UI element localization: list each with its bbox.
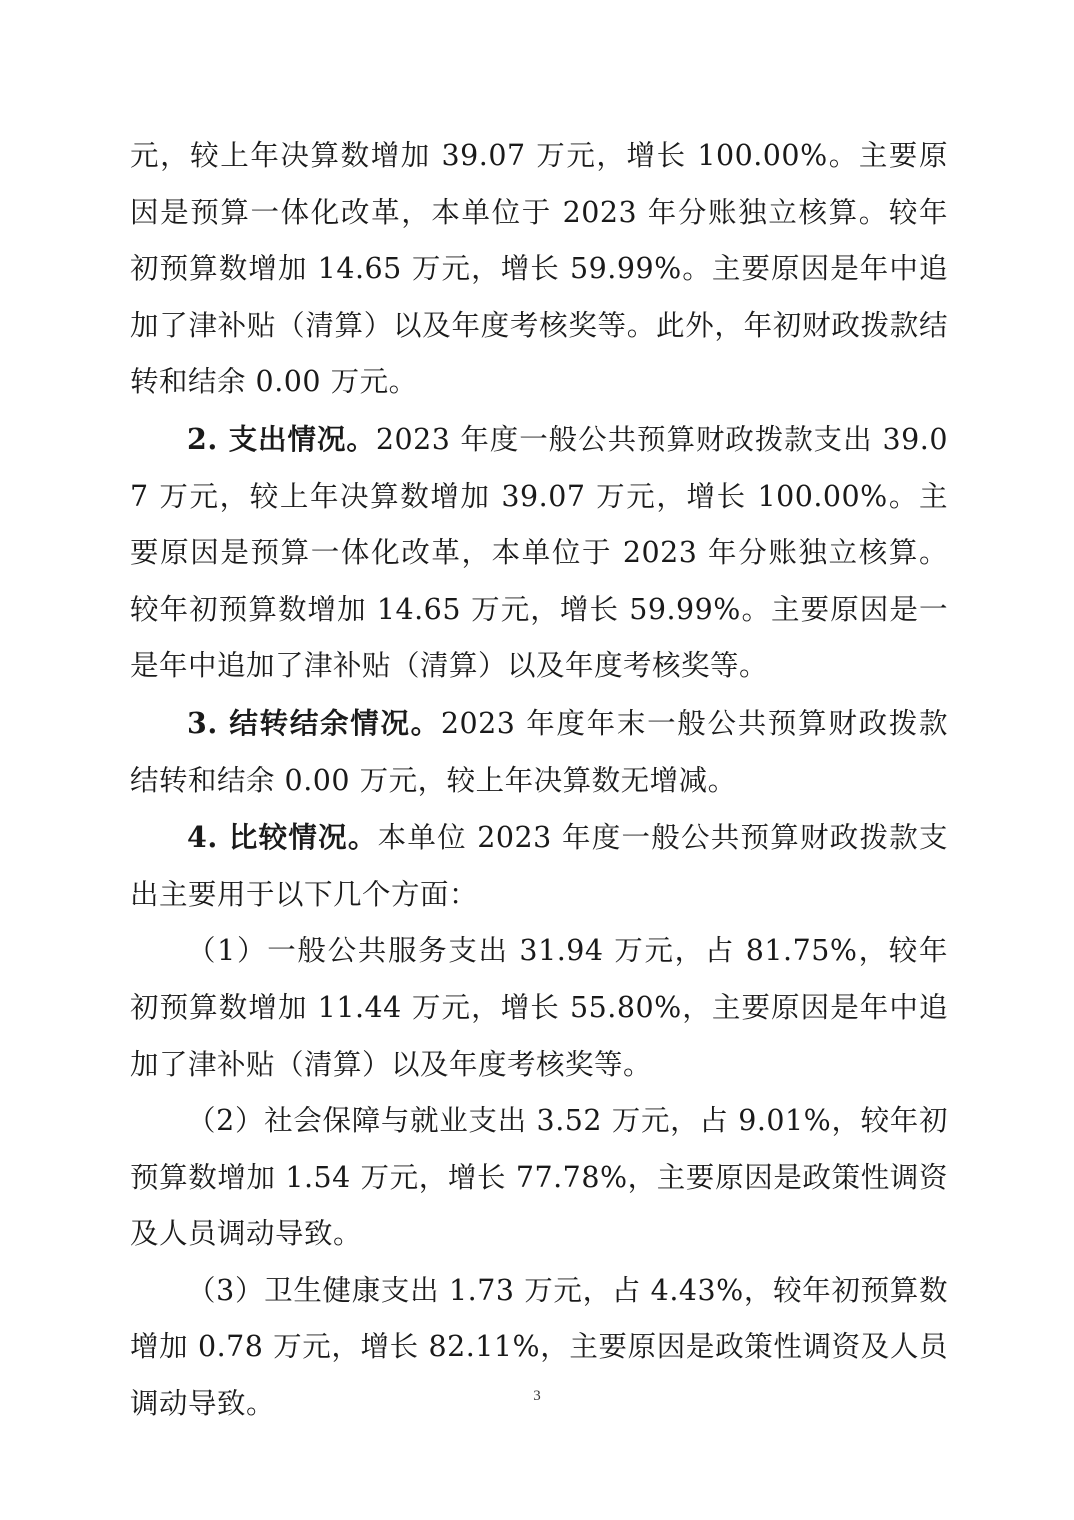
paragraph-item-3 xyxy=(130,1263,948,1433)
paragraph-revenue-continuation xyxy=(130,128,948,411)
paragraph-carryover xyxy=(130,695,948,809)
document-body xyxy=(130,128,948,1433)
paragraph-text: 2023 年度一般公共预算财政拨款支出 39.07 万元，较上年决算数增加 39.07 万元，增长 100.00%。主要原因是预算一体化改革，本单位于 2023 年分账独立核算。较年初预算数增加 14.65 万元，增长 59.99%。主要原因是一是年中追加了津补贴（清算）以及年度考核奖等。 xyxy=(130,422,948,683)
section-heading-carryover: 3. 结转结余情况。 xyxy=(187,705,441,740)
section-heading-expenditure: 2. 支出情况。 xyxy=(187,421,376,456)
page-number: 3 xyxy=(533,1388,541,1404)
paragraph-text: 本单位 2023 年度一般公共预算财政拨款支出主要用于以下几个方面： xyxy=(130,821,948,911)
paragraph-text: （2）社会保障与就业支出 3.52 万元，占 9.01%，较年初预算数增加 1.54 万元，增长 77.78%，主要原因是政策性调资及人员调动导致。 xyxy=(130,1104,948,1251)
section-heading-comparison: 4. 比较情况。 xyxy=(187,820,378,855)
paragraph-item-1 xyxy=(130,923,948,1093)
paragraph-text: 元，较上年决算数增加 39.07 万元，增长 100.00%。主要原因是预算一体化改革，本单位于 2023 年分账独立核算。较年初预算数增加 14.65 万元，增长 59.99%。主要原因是年中追加了津补贴（清算）以及年度考核奖等。此外，年初财政拨款结转和结余 0.00 万元。 xyxy=(130,139,948,399)
paragraph-expenditure xyxy=(130,411,948,695)
paragraph-comparison xyxy=(130,809,948,923)
paragraph-text: 2023 年度年末一般公共预算财政拨款结转和结余 0.00 万元，较上年决算数无增减。 xyxy=(130,706,948,797)
paragraph-item-2 xyxy=(130,1093,948,1263)
paragraph-text: （3）卫生健康支出 1.73 万元，占 4.43%，较年初预算数增加 0.78 万元，增长 82.11%，主要原因是政策性调资及人员调动导致。 xyxy=(130,1273,948,1421)
paragraph-text: （1）一般公共服务支出 31.94 万元，占 81.75%，较年初预算数增加 11.44 万元，增长 55.80%，主要原因是年中追加了津补贴（清算）以及年度考核奖等。 xyxy=(130,934,948,1081)
